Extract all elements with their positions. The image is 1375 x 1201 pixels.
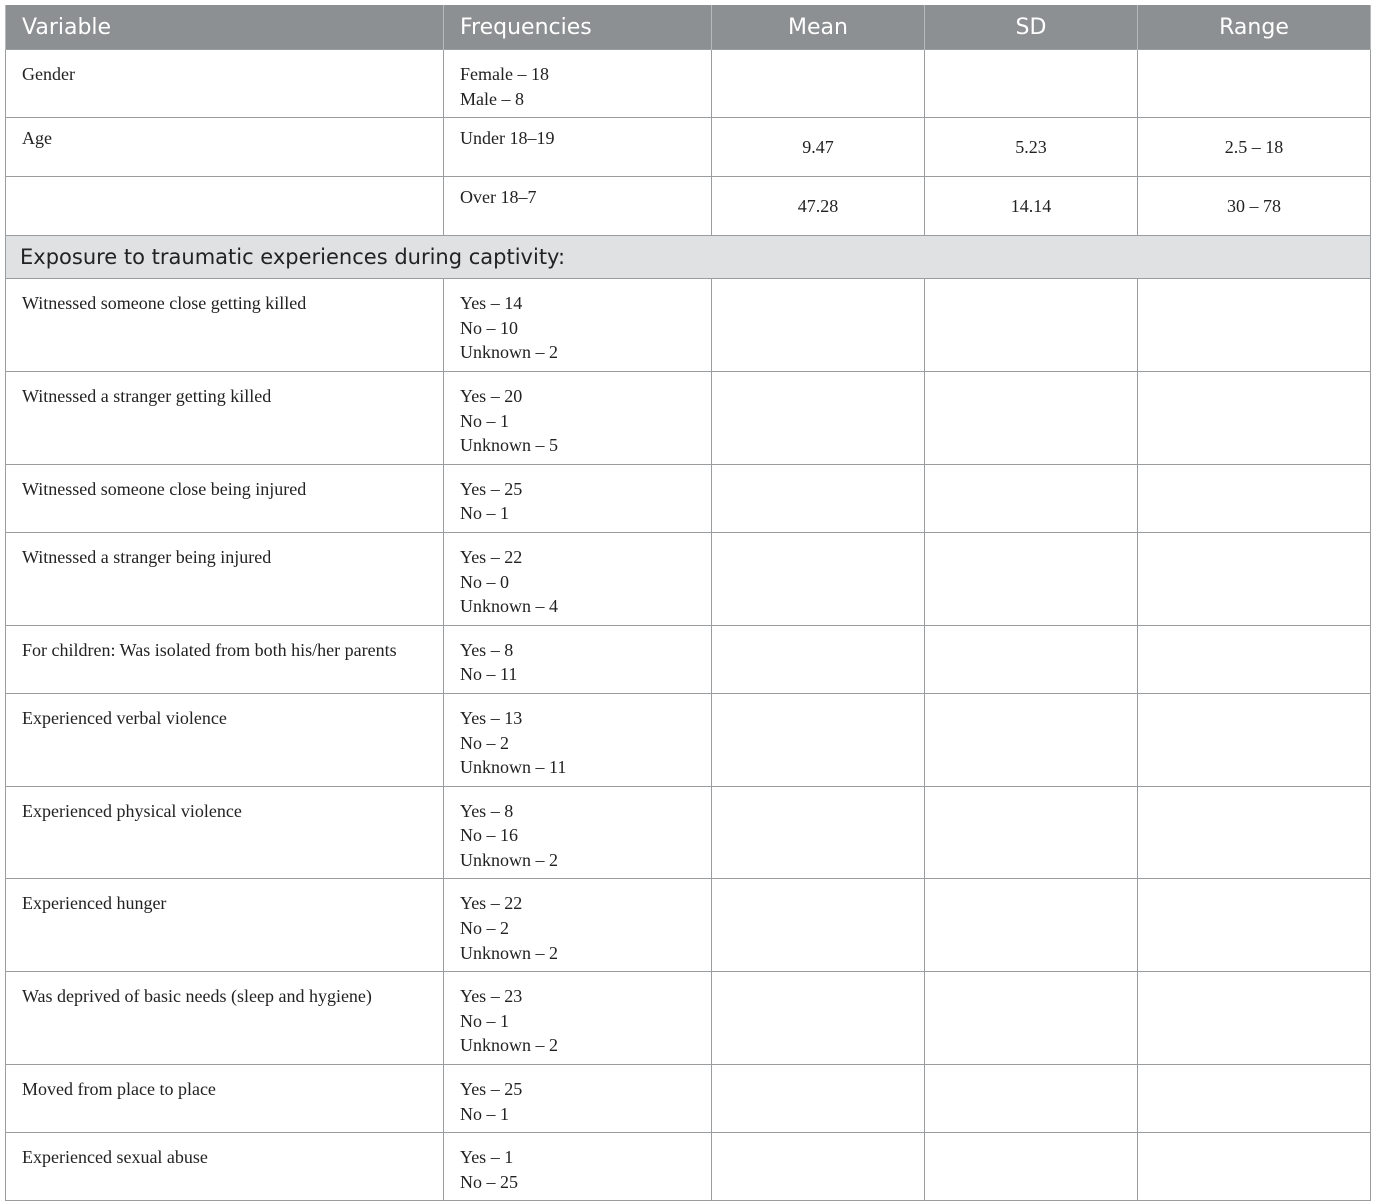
variable-cell: Witnessed someone close being injured	[6, 464, 444, 532]
frequency-value: No – 10	[460, 317, 518, 338]
header-sd: SD	[925, 5, 1138, 50]
mean-cell	[712, 1065, 925, 1133]
mean-cell: 47.28	[712, 177, 925, 236]
mean-cell	[712, 625, 925, 693]
frequency-value: No – 1	[460, 1103, 509, 1124]
table-row	[6, 1133, 1371, 1201]
frequency-value: Male – 8	[460, 88, 524, 109]
range-cell	[1138, 1065, 1371, 1133]
range-cell	[1138, 786, 1371, 879]
mean-cell	[712, 879, 925, 972]
frequency-value: Unknown – 2	[460, 342, 558, 363]
frequency-value: No – 16	[460, 825, 518, 846]
mean-cell	[712, 371, 925, 464]
frequencies-cell	[444, 1065, 712, 1133]
sd-cell: 5.23	[925, 118, 1138, 177]
frequency-value: No – 11	[460, 664, 518, 685]
frequency-value: Yes – 13	[460, 707, 523, 728]
frequency-value: Yes – 25	[460, 478, 523, 499]
variable-cell: Witnessed a stranger being injured	[6, 532, 444, 625]
variable-cell: Witnessed a stranger getting killed	[6, 371, 444, 464]
frequencies-cell	[444, 786, 712, 879]
table-row	[6, 786, 1371, 879]
frequencies-cell	[444, 693, 712, 786]
frequency-value: Unknown – 2	[460, 849, 558, 870]
frequencies-cell	[444, 279, 712, 372]
frequencies-cell	[444, 532, 712, 625]
variable-cell: Age	[6, 118, 444, 177]
table-row	[6, 1065, 1371, 1133]
range-cell: 30 – 78	[1138, 177, 1371, 236]
range-cell	[1138, 625, 1371, 693]
section-row	[6, 236, 1371, 279]
variable-cell: Gender	[6, 50, 444, 118]
sd-cell	[925, 972, 1138, 1065]
sd-cell	[925, 693, 1138, 786]
frequency-value: No – 1	[460, 503, 509, 524]
mean-cell	[712, 532, 925, 625]
table-row	[6, 464, 1371, 532]
frequency-value: Unknown – 2	[460, 942, 558, 963]
sd-cell	[925, 464, 1138, 532]
frequencies-cell	[444, 625, 712, 693]
sd-cell	[925, 1133, 1138, 1201]
table-body	[6, 50, 1371, 1201]
sd-cell	[925, 879, 1138, 972]
mean-cell	[712, 464, 925, 532]
sd-cell	[925, 50, 1138, 118]
frequencies-cell	[444, 1133, 712, 1201]
statistics-table	[5, 5, 1371, 1201]
variable-cell: Experienced physical violence	[6, 786, 444, 879]
header-frequencies: Frequencies	[444, 5, 712, 50]
range-cell	[1138, 972, 1371, 1065]
sd-cell	[925, 786, 1138, 879]
frequency-value: Yes – 1	[460, 1147, 514, 1168]
frequency-value: Unknown – 2	[460, 1035, 558, 1056]
frequency-value: Yes – 14	[460, 293, 523, 314]
variable-cell	[6, 177, 444, 236]
frequencies-cell	[444, 177, 712, 236]
frequencies-cell	[444, 879, 712, 972]
frequencies-cell	[444, 50, 712, 118]
frequency-value: No – 1	[460, 1010, 509, 1031]
frequency-value: No – 0	[460, 571, 509, 592]
range-cell	[1138, 50, 1371, 118]
frequency-value: Yes – 8	[460, 800, 514, 821]
variable-cell: Was deprived of basic needs (sleep and hygiene)	[6, 972, 444, 1065]
table-row	[6, 693, 1371, 786]
frequency-value: No – 2	[460, 732, 509, 753]
frequency-value: Yes – 8	[460, 639, 514, 660]
frequencies-cell	[444, 371, 712, 464]
sd-cell	[925, 532, 1138, 625]
frequency-value: Unknown – 4	[460, 596, 558, 617]
table-row	[6, 118, 1371, 177]
sd-cell	[925, 279, 1138, 372]
mean-cell	[712, 693, 925, 786]
variable-cell: Moved from place to place	[6, 1065, 444, 1133]
table-row	[6, 177, 1371, 236]
variable-cell: Experienced hunger	[6, 879, 444, 972]
frequency-value: Under 18–19	[460, 128, 555, 149]
variable-cell: Witnessed someone close getting killed	[6, 279, 444, 372]
frequency-value: No – 1	[460, 410, 509, 431]
mean-cell	[712, 50, 925, 118]
frequency-value: Over 18–7	[460, 187, 537, 208]
frequency-value: Unknown – 11	[460, 757, 567, 778]
header-range: Range	[1138, 5, 1371, 50]
mean-cell	[712, 972, 925, 1065]
range-cell	[1138, 371, 1371, 464]
header-variable: Variable	[6, 5, 444, 50]
range-cell: 2.5 – 18	[1138, 118, 1371, 177]
range-cell	[1138, 1133, 1371, 1201]
sd-cell: 14.14	[925, 177, 1138, 236]
frequency-value: No – 25	[460, 1171, 518, 1192]
variable-cell: Experienced verbal violence	[6, 693, 444, 786]
frequency-value: Yes – 22	[460, 546, 523, 567]
mean-cell: 9.47	[712, 118, 925, 177]
range-cell	[1138, 279, 1371, 372]
frequency-value: Yes – 25	[460, 1079, 523, 1100]
frequency-value: Unknown – 5	[460, 435, 558, 456]
header-mean: Mean	[712, 5, 925, 50]
table-row	[6, 371, 1371, 464]
frequency-value: No – 2	[460, 918, 509, 939]
frequencies-cell	[444, 464, 712, 532]
sd-cell	[925, 625, 1138, 693]
frequencies-cell	[444, 118, 712, 177]
variable-cell: Experienced sexual abuse	[6, 1133, 444, 1201]
frequency-value: Yes – 20	[460, 385, 523, 406]
section-title: Exposure to traumatic experiences during captivity:	[6, 236, 1371, 279]
frequency-value: Yes – 23	[460, 986, 523, 1007]
table-row	[6, 972, 1371, 1065]
table-row	[6, 279, 1371, 372]
mean-cell	[712, 1133, 925, 1201]
range-cell	[1138, 693, 1371, 786]
range-cell	[1138, 464, 1371, 532]
table-row	[6, 879, 1371, 972]
sd-cell	[925, 1065, 1138, 1133]
variable-cell: For children: Was isolated from both his/her parents	[6, 625, 444, 693]
sd-cell	[925, 371, 1138, 464]
frequencies-cell	[444, 972, 712, 1065]
table-row	[6, 625, 1371, 693]
mean-cell	[712, 279, 925, 372]
table-row	[6, 50, 1371, 118]
frequency-value: Yes – 22	[460, 893, 523, 914]
range-cell	[1138, 532, 1371, 625]
mean-cell	[712, 786, 925, 879]
frequency-value: Female – 18	[460, 64, 549, 84]
range-cell	[1138, 879, 1371, 972]
table-header	[6, 5, 1371, 50]
table-row	[6, 532, 1371, 625]
